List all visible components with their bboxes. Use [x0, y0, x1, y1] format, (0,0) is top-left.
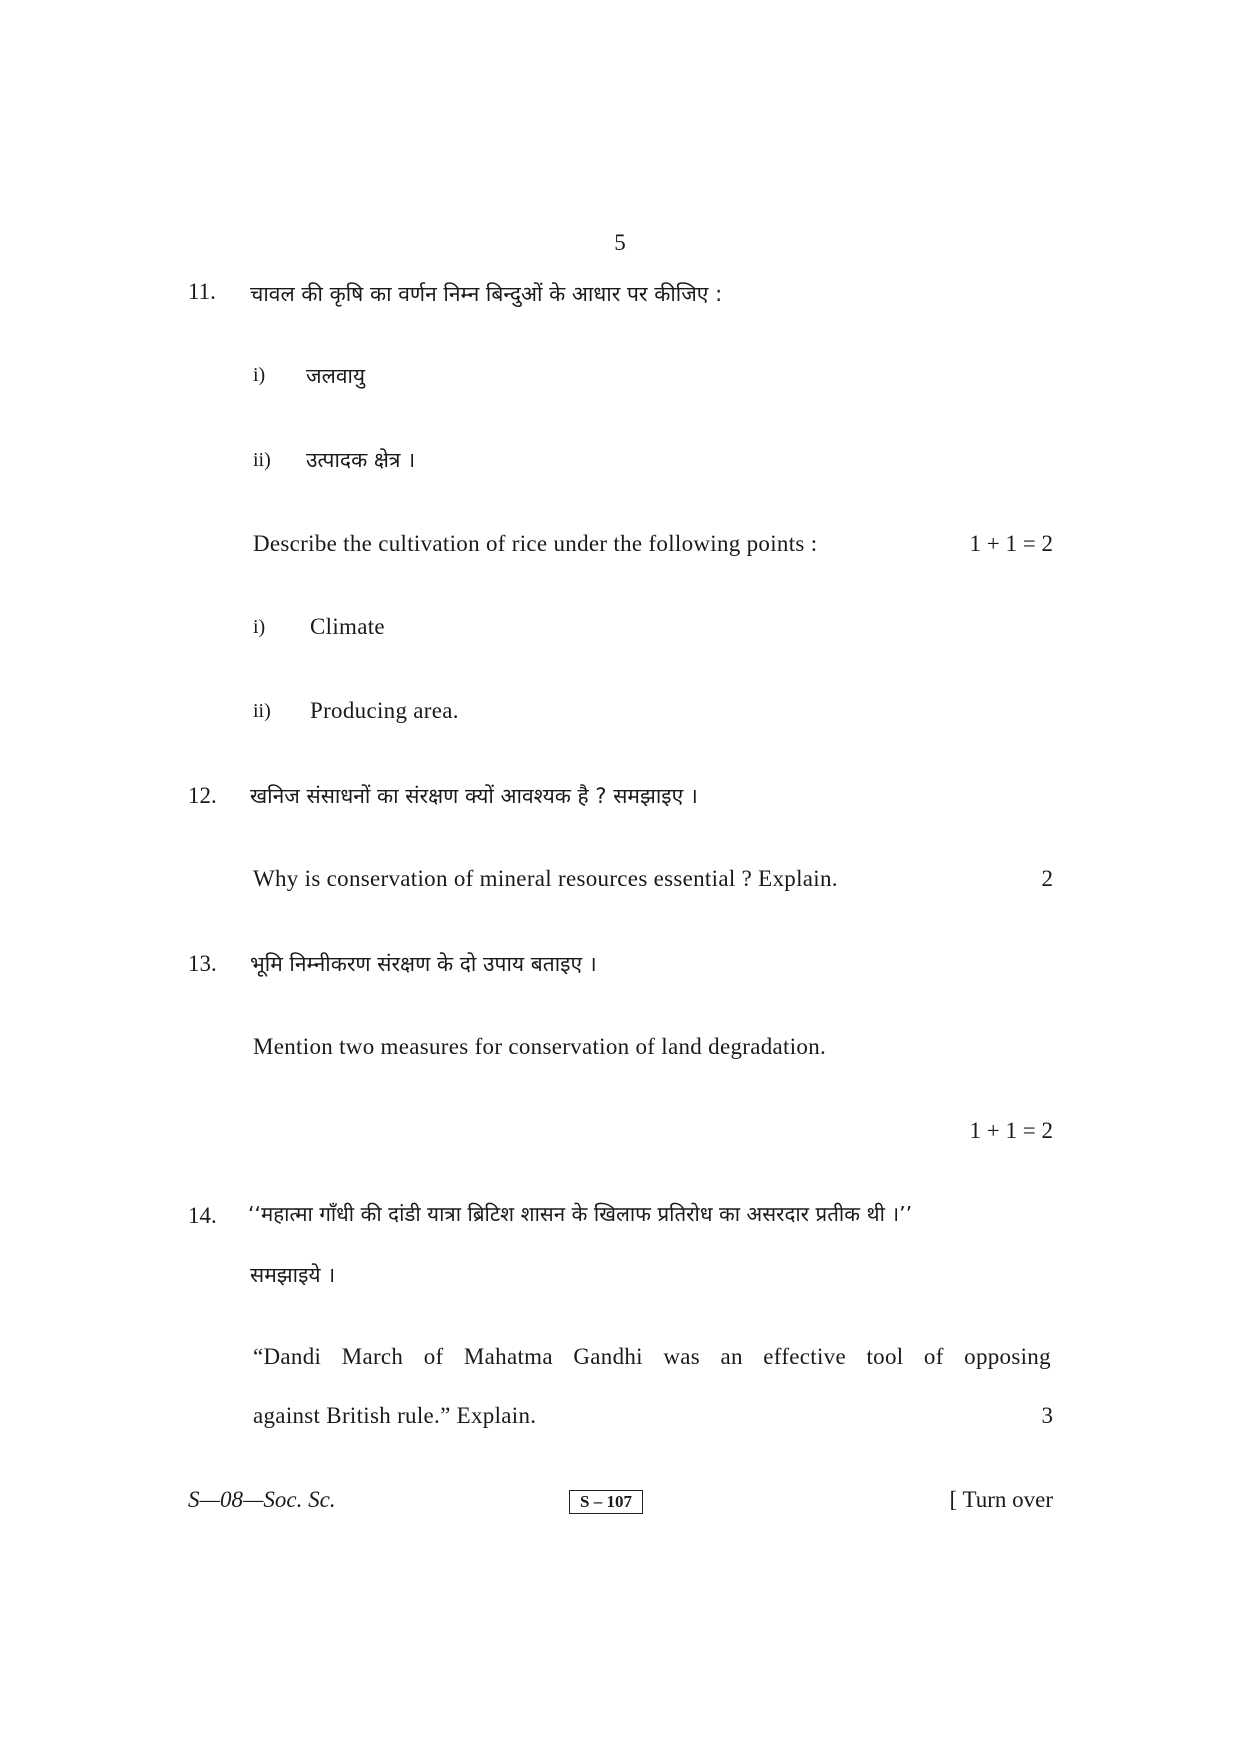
question-12-hindi: खनिज संसाधनों का संरक्षण क्यों आवश्यक है ? समझाइए ।: [250, 784, 698, 808]
footer-paper-code: S—08—Soc. Sc.: [188, 1487, 336, 1512]
q14-word: Mahatma: [463, 1344, 553, 1369]
q14-word: was: [663, 1344, 701, 1369]
q11-english-point-1-label: i): [253, 616, 266, 638]
question-13-marks: 1 + 1 = 2: [969, 1118, 1053, 1143]
page-number: 5: [614, 230, 626, 255]
q14-word: Gandhi: [573, 1344, 643, 1369]
q11-hindi-point-1-label: i): [253, 364, 266, 386]
question-14-marks: 3: [1041, 1403, 1053, 1428]
q14-word: opposing: [964, 1344, 1051, 1369]
question-12-english: Why is conservation of mineral resources essential ? Explain.: [253, 866, 838, 891]
question-12-number: 12.: [188, 783, 217, 808]
question-11-english: Describe the cultivation of rice under the following points :: [253, 531, 818, 556]
q11-hindi-point-1: जलवायु: [306, 364, 366, 388]
q11-hindi-point-2: उत्पादक क्षेत्र ।: [306, 448, 416, 472]
q14-word: an: [720, 1344, 743, 1369]
question-14-number: 14.: [188, 1203, 217, 1228]
question-12-marks: 2: [1041, 866, 1053, 891]
question-14-english-line-2: against British rule.” Explain.: [253, 1403, 537, 1428]
question-14-hindi-line-2: समझाइये ।: [250, 1263, 336, 1287]
q11-english-point-2-label: ii): [253, 700, 271, 722]
question-14-hindi-line-1: ‘‘महात्मा गाँधी की दांडी यात्रा ब्रिटिश शासन के खिलाफ प्रतिरोध का असरदार प्रतीक थी ।’’: [248, 1202, 913, 1226]
question-11-hindi: चावल की कृषि का वर्णन निम्न बिन्दुओं के आधार पर कीजिए :: [250, 282, 723, 306]
q14-word: March: [341, 1344, 404, 1369]
q14-word: of: [923, 1344, 944, 1369]
q14-word: “Dandi: [253, 1344, 322, 1369]
footer-code-box: S – 107: [569, 1490, 643, 1514]
footer-turn-over: [ Turn over: [949, 1487, 1053, 1512]
q14-word: effective: [763, 1344, 846, 1369]
question-14-english-line-1: [253, 1344, 1051, 1370]
question-11-number: 11.: [188, 279, 216, 304]
q14-word: of: [423, 1344, 444, 1369]
question-11-marks: 1 + 1 = 2: [969, 531, 1053, 556]
question-13-number: 13.: [188, 951, 217, 976]
q11-english-point-1: Climate: [310, 614, 385, 639]
question-13-english: Mention two measures for conservation of land degradation.: [253, 1034, 827, 1059]
q14-word: tool: [866, 1344, 904, 1369]
q11-hindi-point-2-label: ii): [253, 449, 271, 471]
question-13-hindi: भूमि निम्नीकरण संरक्षण के दो उपाय बताइए ।: [250, 952, 597, 976]
q11-english-point-2: Producing area.: [310, 698, 459, 723]
